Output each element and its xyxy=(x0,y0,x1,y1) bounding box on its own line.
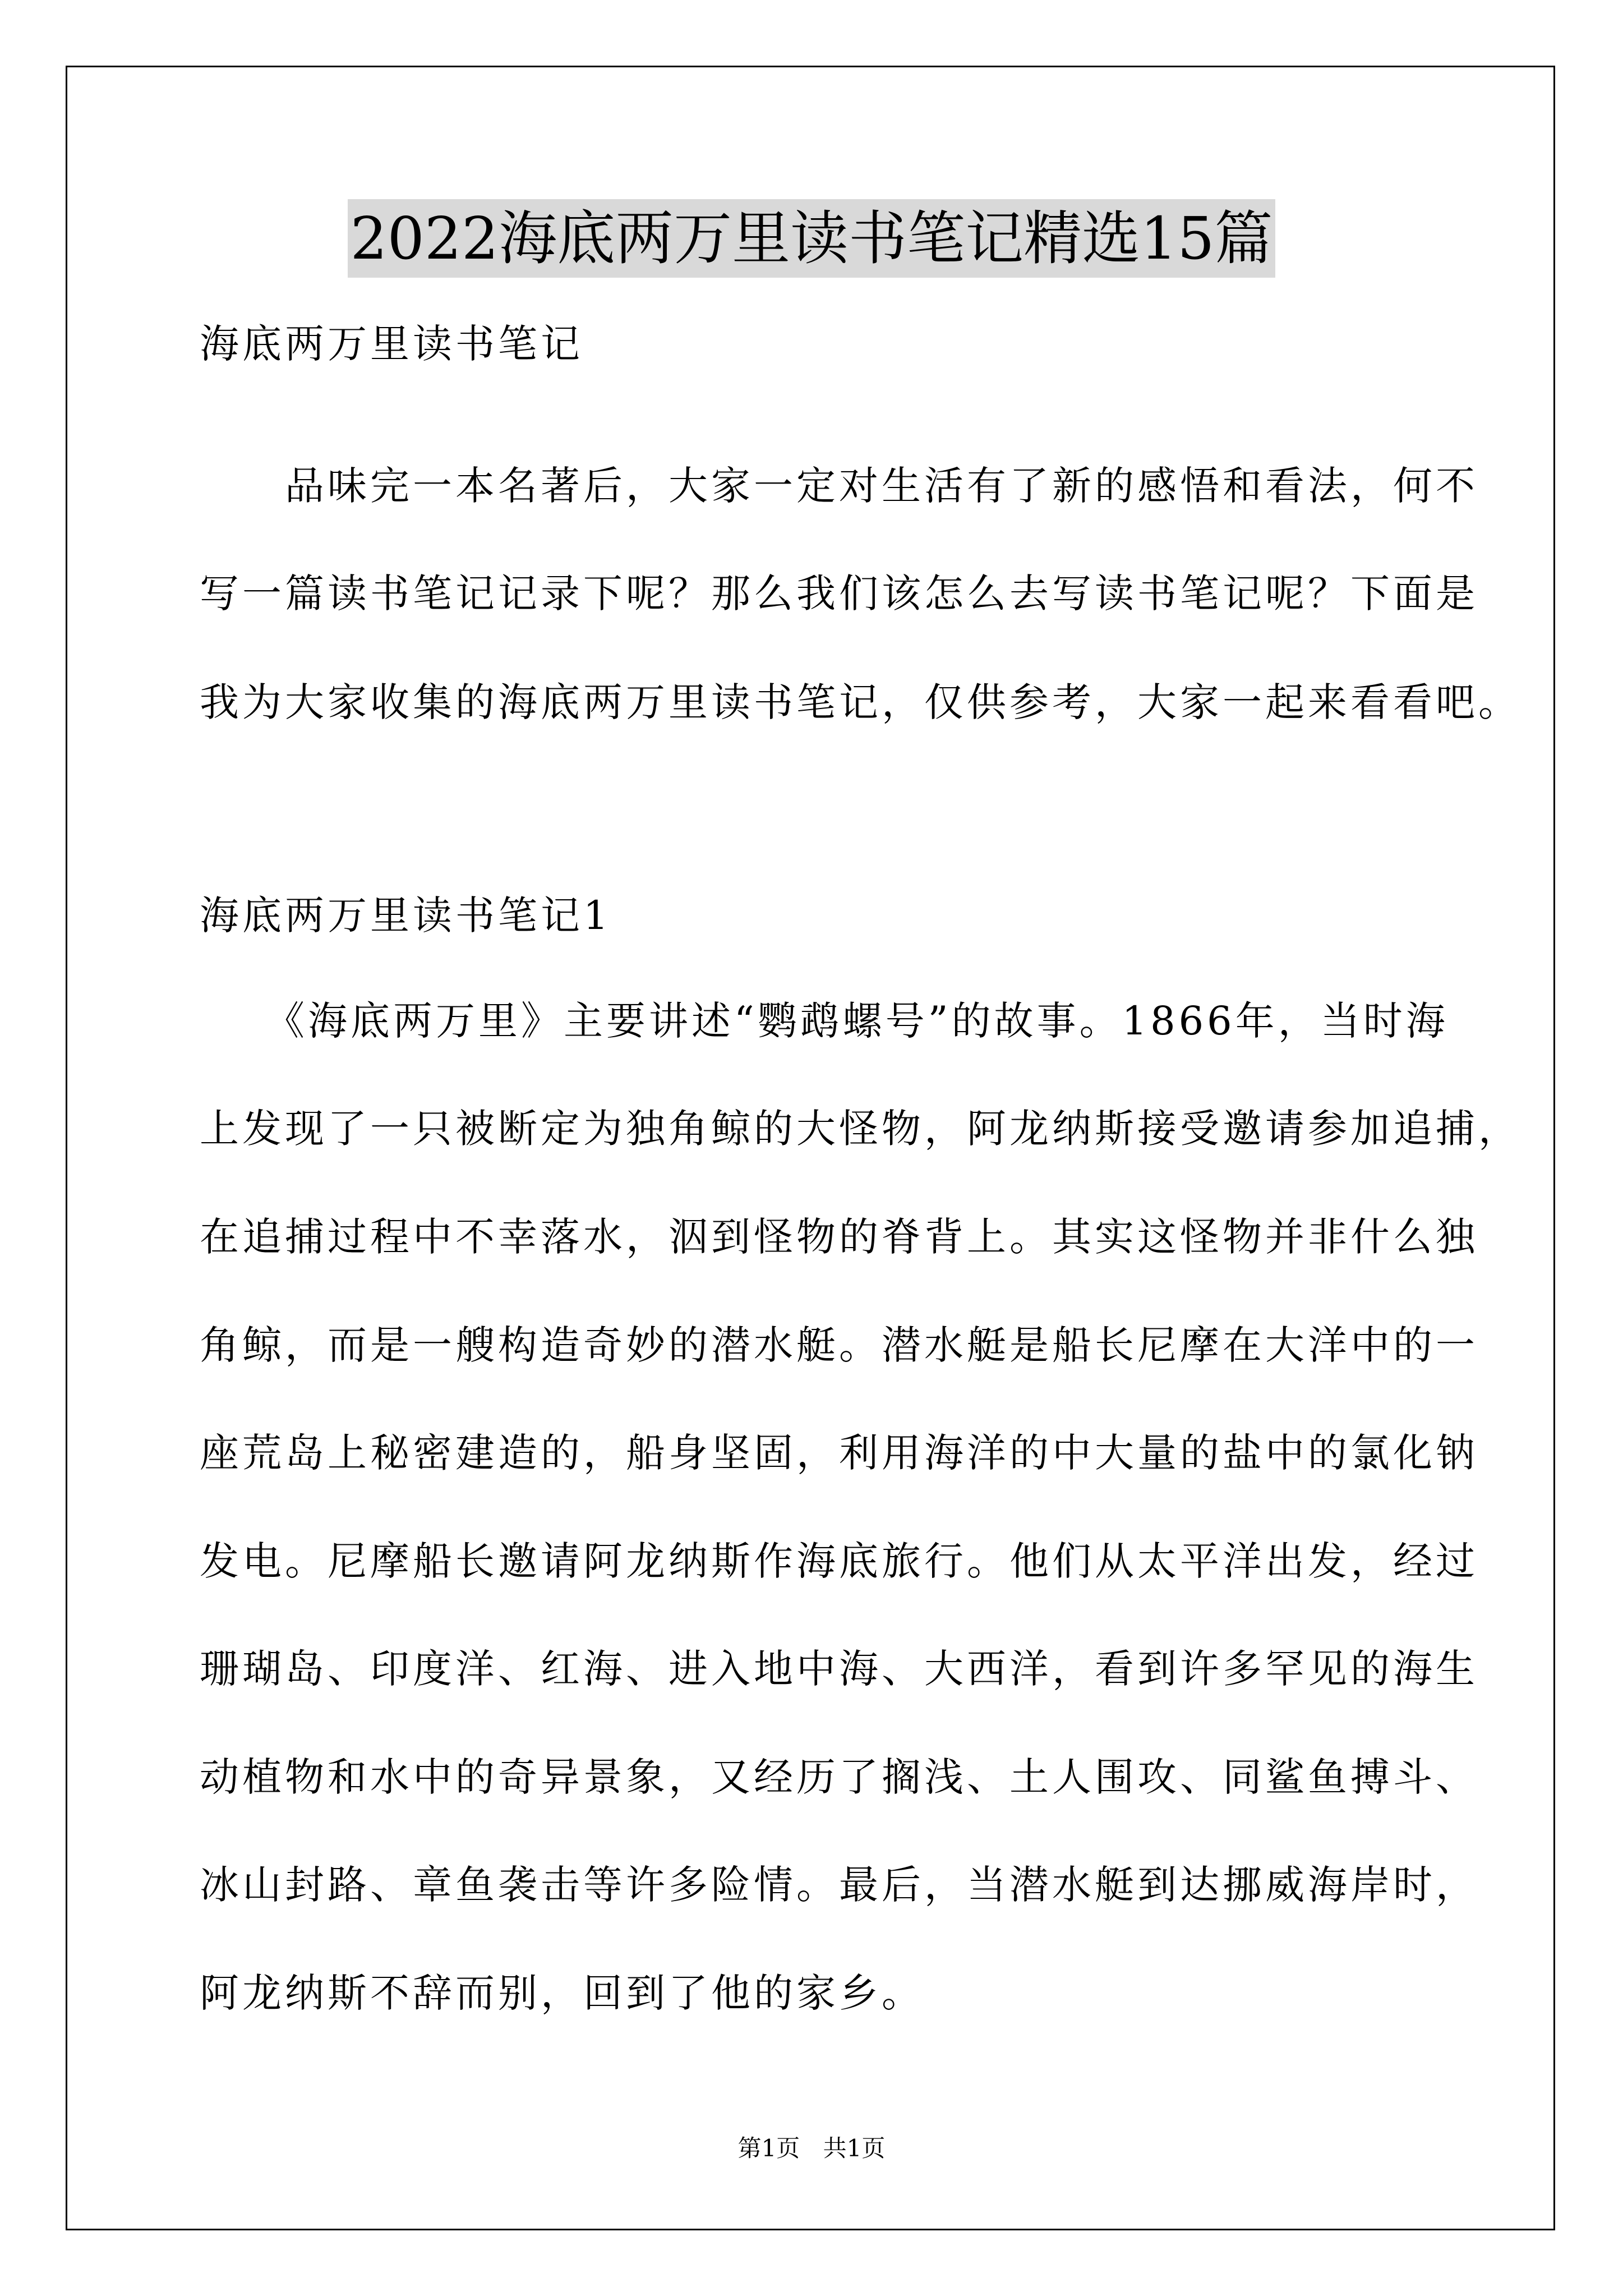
paragraph-line: 在追捕过程中不幸落水，泅到怪物的脊背上。其实这怪物并非什么独 xyxy=(200,1214,1478,1260)
paragraph-line: 品味完一本名著后，大家一定对生活有了新的感悟和看法，何不 xyxy=(200,463,1478,509)
page-total: 共1页 xyxy=(823,2134,886,2162)
paragraph-line: 角鲸，而是一艘构造奇妙的潜水艇。潜水艇是船长尼摩在大洋中的一 xyxy=(200,1322,1478,1368)
paragraph-line: 阿龙纳斯不辞而别，回到了他的家乡。 xyxy=(200,1970,924,2016)
title-container xyxy=(0,199,1623,278)
paragraph-line: 我为大家收集的海底两万里读书笔记，仅供参考，大家一起来看看吧。 xyxy=(200,679,1521,725)
paragraph-line: 珊瑚岛、印度洋、红海、进入地中海、大西洋，看到许多罕见的海生 xyxy=(200,1646,1478,1692)
paragraph-line: 《海底两万里》主要讲述“鹦鹉螺号”的故事。1866年，当时海 xyxy=(200,998,1449,1044)
paragraph-line: 座荒岛上秘密建造的，船身坚固，利用海洋的中大量的盐中的氯化钠 xyxy=(200,1430,1478,1476)
section-heading: 海底两万里读书笔记 xyxy=(200,321,583,367)
paragraph-line: 上发现了一只被断定为独角鲸的大怪物，阿龙纳斯接受邀请参加追捕， xyxy=(200,1106,1521,1152)
document-title: 2022海底两万里读书笔记精选15篇 xyxy=(348,199,1275,278)
paragraph-line: 动植物和水中的奇异景象，又经历了搁浅、土人围攻、同鲨鱼搏斗、 xyxy=(200,1754,1478,1800)
page-footer xyxy=(0,2132,1623,2165)
paragraph-line: 写一篇读书笔记记录下呢？那么我们该怎么去写读书笔记呢？下面是 xyxy=(200,570,1478,616)
page-number: 第1页 xyxy=(737,2134,800,2162)
paragraph-line: 发电。尼摩船长邀请阿龙纳斯作海底旅行。他们从太平洋出发，经过 xyxy=(200,1538,1478,1584)
section-heading: 海底两万里读书笔记1 xyxy=(200,892,612,938)
paragraph-line: 冰山封路、章鱼袭击等许多险情。最后，当潜水艇到达挪威海岸时， xyxy=(200,1862,1478,1908)
